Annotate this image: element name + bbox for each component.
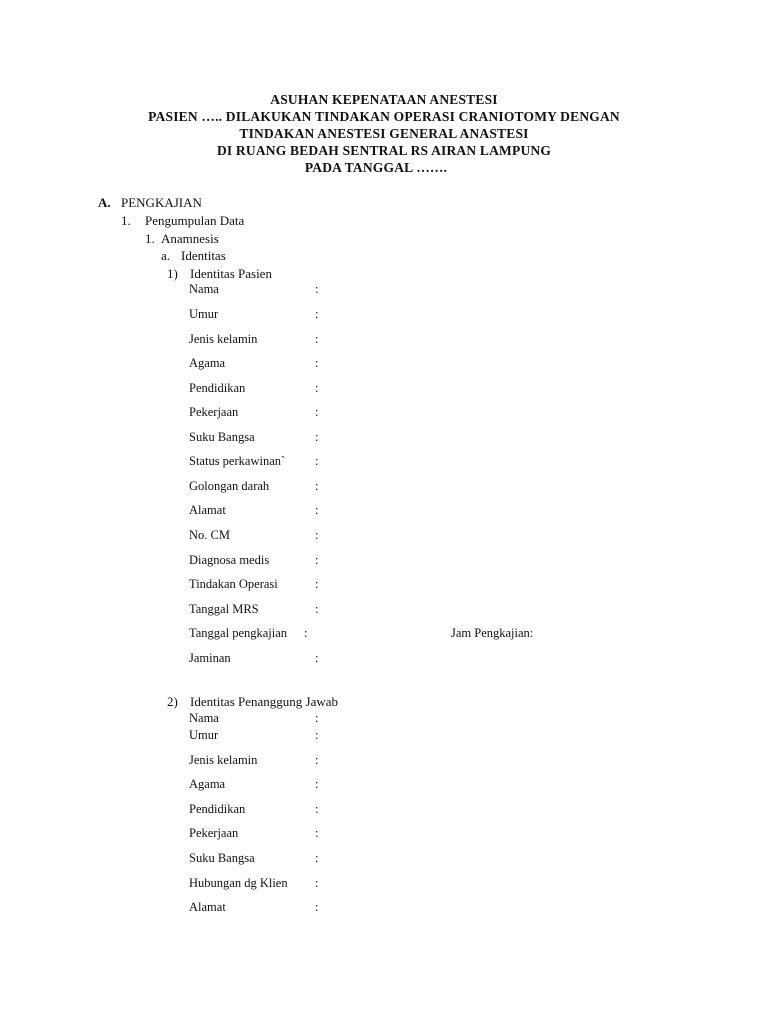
- outline-num-1: 1.: [121, 213, 131, 228]
- section-a-letter: A.: [98, 195, 111, 210]
- field-colon: :: [315, 711, 319, 725]
- penanggung-field-label: Hubungan dg Klien: [189, 876, 288, 890]
- doc-title-line2: PASIEN ….. DILAKUKAN TINDAKAN OPERASI CRANIOTOMY DENGAN: [148, 109, 620, 124]
- outline-item-anamnesis: Anamnesis: [161, 231, 219, 246]
- outline-num-penanggung: 2): [167, 694, 178, 709]
- field-colon: :: [315, 577, 319, 591]
- field-colon: :: [315, 454, 319, 468]
- penanggung-field-label: Suku Bangsa: [189, 851, 255, 865]
- penanggung-field-label: Pekerjaan: [189, 826, 239, 840]
- penanggung-field-label: Nama: [189, 711, 219, 725]
- field-colon: :: [315, 282, 319, 296]
- field-colon: :: [315, 777, 319, 791]
- outline-item-identitas: Identitas: [181, 248, 226, 263]
- penanggung-field-label: Agama: [189, 777, 226, 791]
- penanggung-field-label: Pendidikan: [189, 802, 246, 816]
- outline-item-identitas-penanggung-jawab: Identitas Penanggung Jawab: [190, 694, 339, 709]
- doc-title-line3: TINDAKAN ANESTESI GENERAL ANASTESI: [239, 126, 529, 141]
- field-colon: :: [315, 503, 319, 517]
- pasien-field-label: Pendidikan: [189, 381, 246, 395]
- field-colon: :: [315, 479, 319, 493]
- field-colon: :: [315, 405, 319, 419]
- field-colon: :: [315, 900, 319, 914]
- outline-num-a: a.: [161, 248, 171, 263]
- field-colon: :: [315, 651, 319, 665]
- pasien-field-label: Tanggal MRS: [189, 602, 259, 616]
- field-colon: :: [315, 802, 319, 816]
- section-a-title: PENGKAJIAN: [121, 195, 202, 210]
- pasien-field-label: Tanggal pengkajian: [189, 626, 288, 640]
- doc-title-line1: ASUHAN KEPENATAAN ANESTESI: [270, 92, 498, 107]
- field-colon: :: [315, 851, 319, 865]
- field-colon: :: [315, 602, 319, 616]
- field-colon: :: [315, 381, 319, 395]
- pasien-field-label: Jaminan: [189, 651, 231, 665]
- pasien-field-label: Agama: [189, 356, 226, 370]
- pasien-field-label: Nama: [189, 282, 219, 296]
- pasien-field-label: Diagnosa medis: [189, 553, 270, 567]
- jam-pengkajian-label: Jam Pengkajian:: [451, 626, 534, 640]
- outline-num-1-1: 1.: [145, 231, 155, 246]
- outline-item-pengumpulan-data: Pengumpulan Data: [145, 213, 245, 228]
- pasien-field-label: Suku Bangsa: [189, 430, 255, 444]
- pasien-field-label: Pekerjaan: [189, 405, 239, 419]
- field-colon: :: [304, 626, 308, 640]
- penanggung-field-label: Umur: [189, 728, 219, 742]
- pasien-field-label: Alamat: [189, 503, 226, 517]
- field-colon: :: [315, 332, 319, 346]
- field-colon: :: [315, 876, 319, 890]
- outline-item-identitas-pasien: Identitas Pasien: [190, 266, 272, 281]
- outline-num-pasien: 1): [167, 266, 178, 281]
- pasien-field-label: Umur: [189, 307, 219, 321]
- pasien-field-label: No. CM: [189, 528, 230, 542]
- penanggung-field-label: Jenis kelamin: [189, 753, 258, 767]
- doc-title-line4: DI RUANG BEDAH SENTRAL RS AIRAN LAMPUNG: [216, 143, 552, 158]
- field-colon: :: [315, 430, 319, 444]
- field-colon: :: [315, 753, 319, 767]
- field-colon: :: [315, 826, 319, 840]
- pasien-field-label: Tindakan Operasi: [189, 577, 278, 591]
- field-colon: :: [315, 307, 319, 321]
- doc-title-line5: PADA TANGGAL …….: [304, 160, 448, 175]
- field-colon: :: [315, 553, 319, 567]
- pasien-field-label: Golongan darah: [189, 479, 270, 493]
- penanggung-field-label: Alamat: [189, 900, 226, 914]
- pasien-field-label: Status perkawinan`: [189, 454, 286, 468]
- pasien-field-label: Jenis kelamin: [189, 332, 258, 346]
- field-colon: :: [315, 728, 319, 742]
- field-colon: :: [315, 356, 319, 370]
- field-colon: :: [315, 528, 319, 542]
